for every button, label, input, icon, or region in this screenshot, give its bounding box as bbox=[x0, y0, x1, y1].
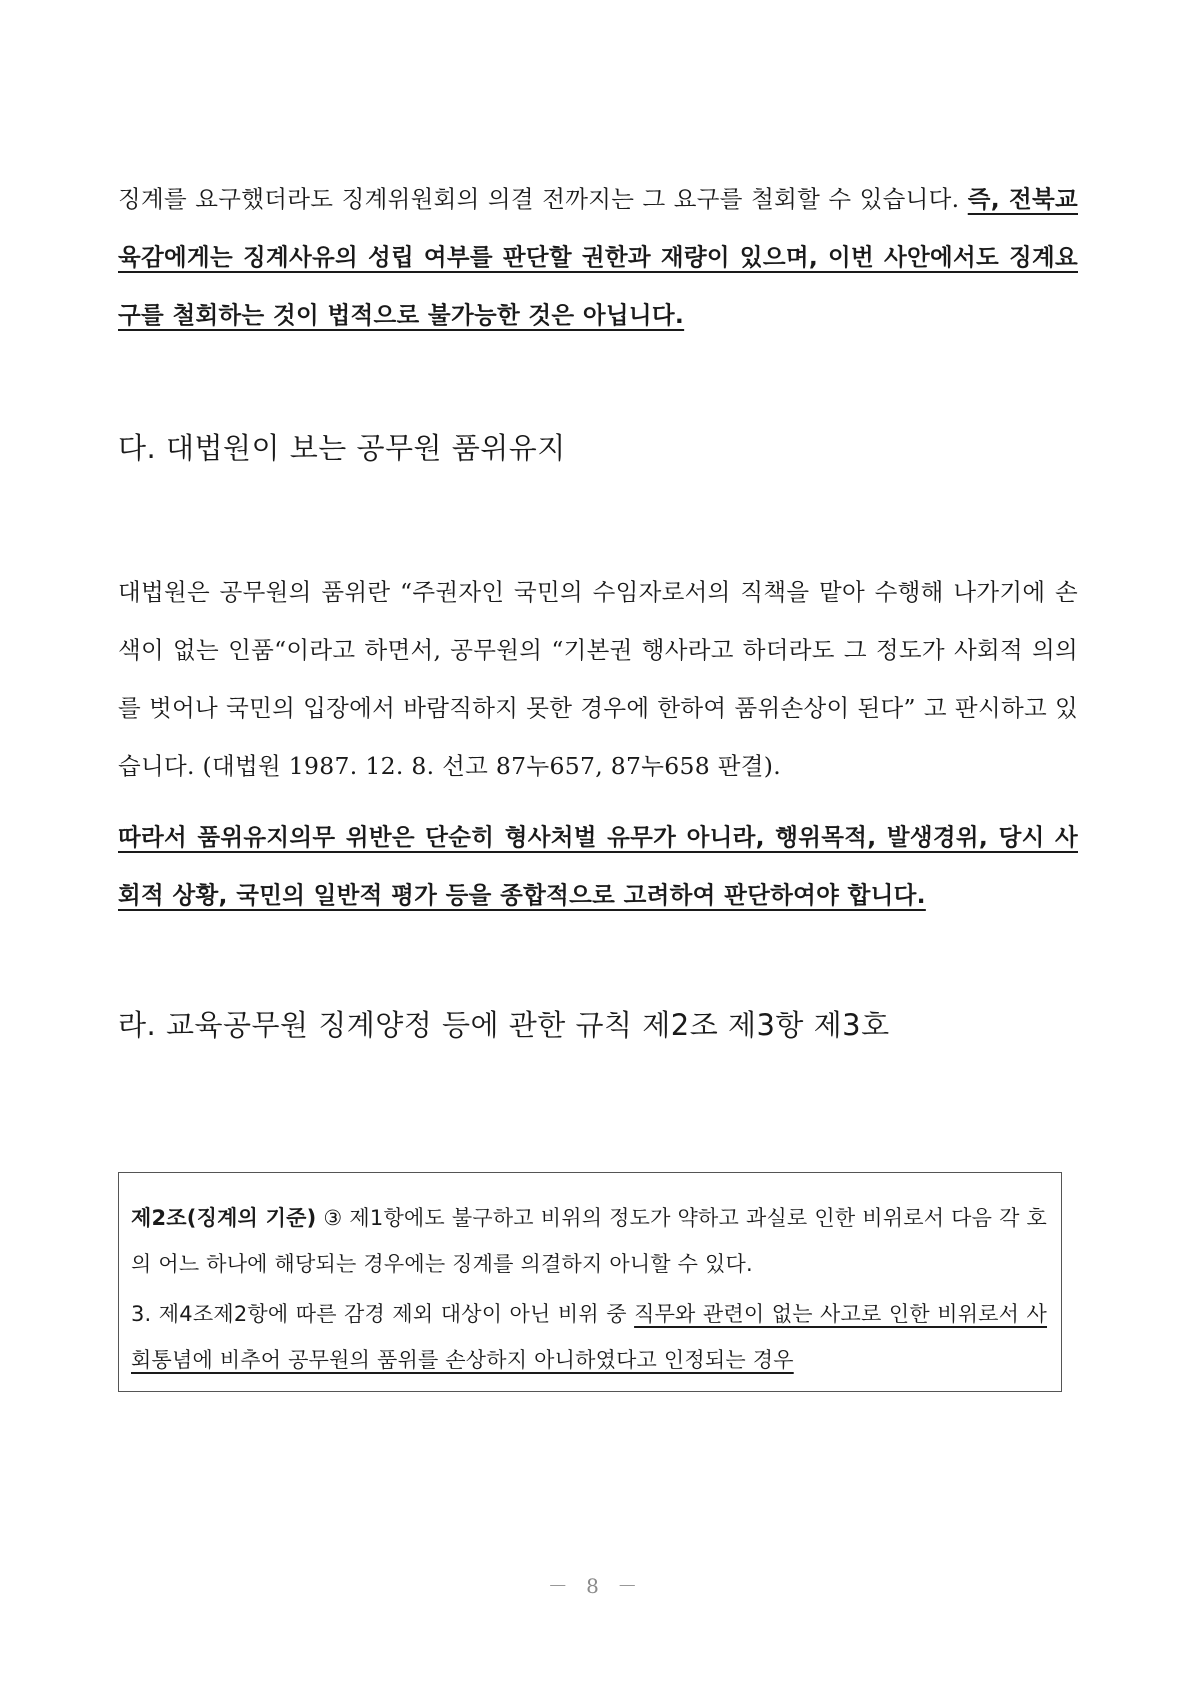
regulation-clause bbox=[131, 1195, 1047, 1287]
regulation-quote-box bbox=[118, 1172, 1062, 1392]
paragraph-conclusion bbox=[118, 808, 1078, 924]
page-number: － 8 － bbox=[547, 1574, 644, 1598]
paragraph-supreme-court: 대법원은 공무원의 품위란 “주권자인 국민의 수임자로서의 직책을 맡아 수행해 나가기에 손색이 없는 인품“이라고 하면서, 공무원의 “기본권 행사라고 하더라도 그 정도가 사회적 의의를 벗어나 국민의 입장에서 바람직하지 못한 경우에 한하여 품위손상이 된다” 고 판시하고 있습니다. (대법원 1987. 12. 8. 선고 87누657, 87누658 판결). bbox=[118, 578, 1078, 780]
regulation-item-emphasis: 직무와 관련이 없는 사고로 인한 비위로서 사회통념에 비추어 공무원의 품위를 손상하지 아니하였다고 인정되는 경우 bbox=[131, 1302, 1048, 1372]
section-heading-da: 다. 대법원이 보는 공무원 품위유지 bbox=[118, 431, 566, 465]
paragraph-withdrawal bbox=[118, 170, 1078, 344]
section-heading-ra: 라. 교육공무원 징계양정 등에 관한 규칙 제2조 제3항 제3호 bbox=[118, 1008, 890, 1042]
regulation-item-prefix: 3. 제4조제2항에 따른 감경 제외 대상이 아닌 비위 중 bbox=[131, 1302, 635, 1326]
regulation-clause-text: ③ 제1항에도 불구하고 비위의 정도가 약하고 과실로 인한 비위로서 다음 각 호의 어느 하나에 해당되는 경우에는 징계를 의결하지 아니할 수 있다. bbox=[131, 1206, 1048, 1276]
paragraph-conclusion-text: 따라서 품위유지의무 위반은 단순히 형사처벌 유무가 아니라, 행위목적, 발생경위, 당시 사회적 상황, 국민의 일반적 평가 등을 종합적으로 고려하여 판단하여야 합니다. bbox=[118, 823, 1078, 909]
paragraph-plain-text: 징계를 요구했더라도 징계위원회의 의결 전까지는 그 요구를 철회할 수 있습니다. bbox=[118, 185, 968, 213]
paragraph-emphasis-text: 즉, 전북교육감에게는 징계사유의 성립 여부를 판단할 권한과 재량이 있으며, 이번 사안에서도 징계요구를 철회하는 것이 법적으로 불가능한 것은 아닙니다. bbox=[118, 185, 1078, 329]
regulation-article-title: 제2조(징계의 기준) bbox=[131, 1206, 317, 1230]
regulation-item bbox=[131, 1291, 1047, 1383]
